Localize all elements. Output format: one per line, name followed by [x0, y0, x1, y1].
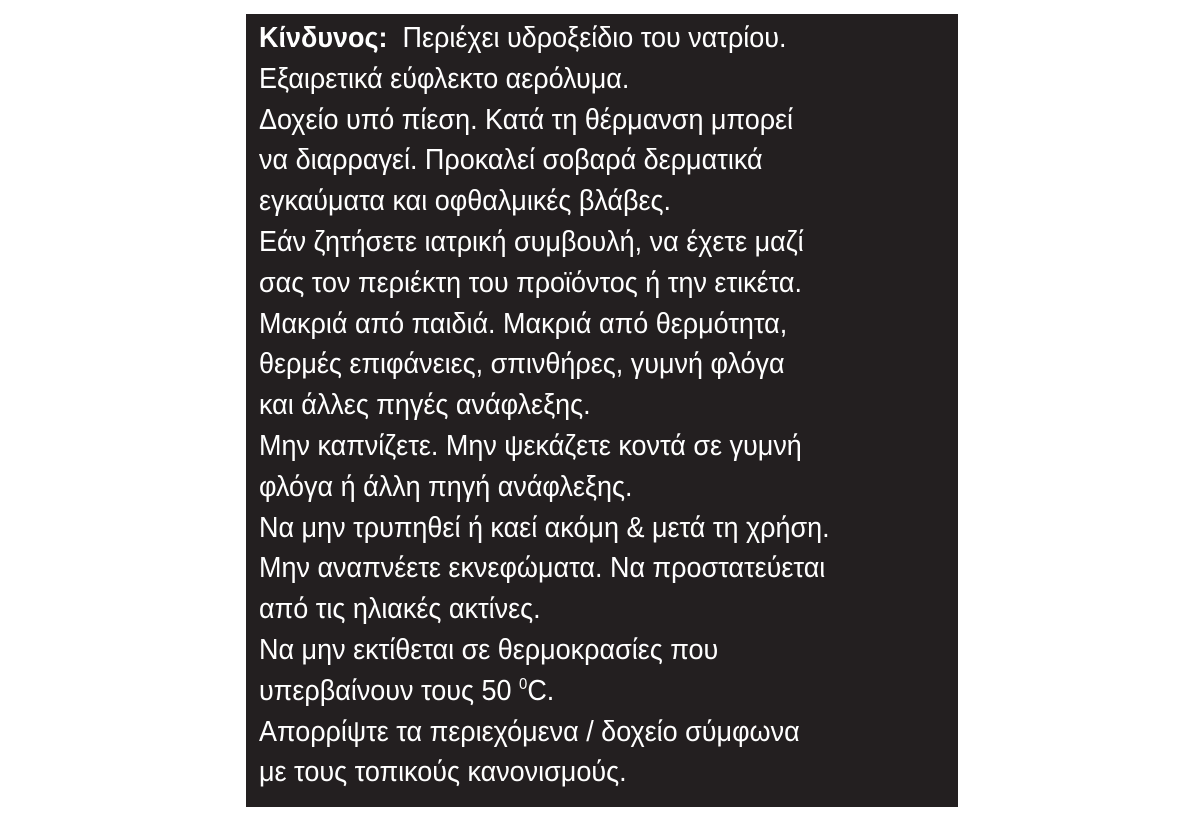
first-line-text: Περιέχει υδροξείδιο του νατρίου.	[387, 22, 787, 54]
hazard-statement-line: Μην αναπνέετε εκνεφώματα. Να προστατεύεται	[259, 552, 826, 585]
hazard-statement-line: Δοχείο υπό πίεση. Κατά τη θέρμανση μπορεί	[259, 103, 794, 136]
disposal-statement-line: με τους τοπικούς κανονισμούς.	[259, 756, 627, 789]
hazard-statement-line: Εξαιρετικά εύφλεκτο αερόλυμα.	[259, 62, 630, 95]
signal-word: Κίνδυνος:	[259, 22, 388, 54]
temperature-unit: C.	[527, 674, 555, 707]
hazard-statement-line: Να μην εκτίθεται σε θερμοκρασίες που	[259, 633, 719, 666]
hazard-statement-line: Μακριά από παιδιά. Μακριά από θερμότητα,	[259, 307, 788, 340]
hazard-statement-line: Εάν ζητήσετε ιατρική συμβουλή, να έχετε μαζί	[259, 225, 804, 258]
temperature-limit-line	[259, 671, 909, 712]
hazard-statement-line: Να μην τρυπηθεί ή καεί ακόμη & μετά τη χρήση.	[259, 511, 830, 544]
hazard-statement-line: φλόγα ή άλλη πηγή ανάφλεξης.	[259, 470, 633, 503]
hazard-statement-line: εγκαύματα και οφθαλμικές βλάβες.	[259, 185, 672, 218]
hazard-statement-line: και άλλες πηγές ανάφλεξης.	[259, 389, 591, 422]
temperature-text: υπερβαίνουν τους 50	[259, 674, 520, 707]
hazard-statement-line: θερμές επιφάνειες, σπινθήρες, γυμνή φλόγα	[259, 348, 785, 381]
disposal-statement-line: Απορρίψτε τα περιεχόμενα / δοχείο σύμφωνα	[259, 715, 800, 748]
hazard-statement-line: να διαρραγεί. Προκαλεί σοβαρά δερματικά	[259, 144, 763, 177]
hazard-label-panel	[246, 14, 958, 807]
hazard-statement-line	[259, 18, 909, 59]
hazard-statement-line: από τις ηλιακές ακτίνες.	[259, 593, 541, 626]
hazard-statement-line: σας τον περιέκτη του προϊόντος ή την ετικέτα.	[259, 266, 802, 299]
degree-superscript: 0	[519, 675, 528, 693]
hazard-statement-line: Μην καπνίζετε. Μην ψεκάζετε κοντά σε γυμνή	[259, 429, 802, 462]
